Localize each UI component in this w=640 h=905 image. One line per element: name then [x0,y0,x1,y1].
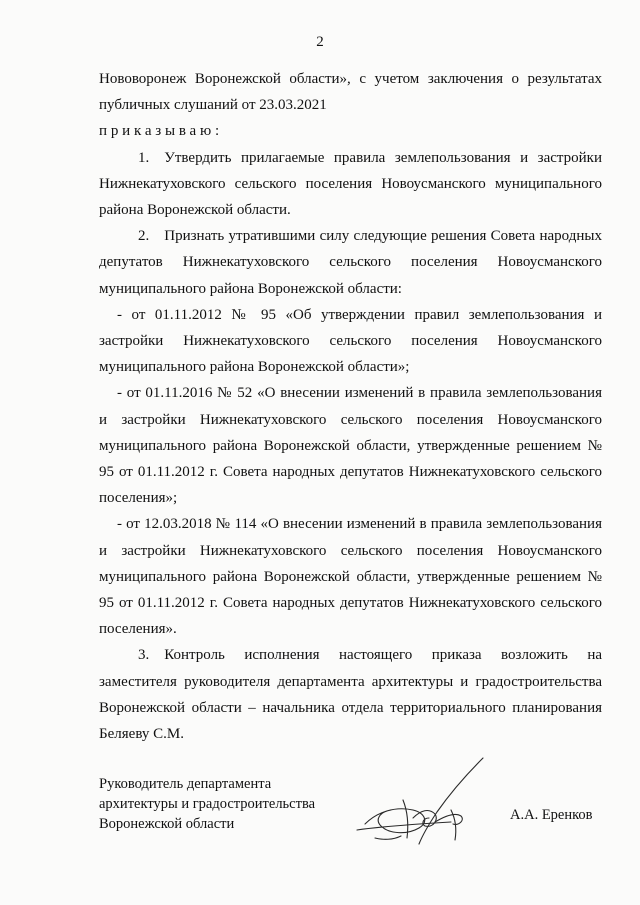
signatory-title [99,774,315,834]
signatory-title-line-1: Руководитель департамента [99,776,272,792]
handwritten-signature [355,752,505,852]
signatory-title-line-3: Воронежской области [99,816,235,832]
decision-2: - от 01.11.2016 № 52 «О внесении изменений в правила землепользования и застройки Нижнекатуховского сельского поселения Новоусманского муниципального района Воронежской области, утвержденные решением № 95 от 01.11.2012 г. Совета народных депутатов Нижнекатуховского сельского поселения»; [99,385,602,507]
page-number: 2 [316,34,324,50]
item-2: 2. Признать утратившими силу следующие решения Совета народных депутатов Нижнекатуховского сельского поселения Новоусманского муниципального района Воронежской области: [99,228,602,297]
item-1: 1. Утвердить прилагаемые правила землепользования и застройки Нижнекатуховского сельского поселения Новоусманского муниципального района Воронежской области. [99,149,602,219]
intro-paragraph: Нововоронеж Воронежской области», с учетом заключения о результатах публичных слушаний от 23.03.2021 [99,71,602,114]
decision-1: - от 01.11.2012 № 95 «Об утверждении правил землепользования и застройки Нижнекатуховского сельского поселения Новоусманского муниципального района Воронежской области»; [99,306,602,376]
document-body [99,66,602,747]
decision-3: - от 12.03.2018 № 114 «О внесении изменений в правила землепользования и застройки Нижнекатуховского сельского поселения Новоусманского муниципального района Воронежской области, утвержденные решением № 95 от 01.11.2012 г. Совета народных депутатов Нижнекатуховского сельского поселения». [99,516,602,638]
signatory-name: А.А. Еренков [510,807,593,823]
order-word: приказываю: [99,123,223,140]
signatory-title-line-2: архитектуры и градостроительства [99,796,316,812]
item-3: 3. Контроль исполнения настоящего приказа возложить на заместителя руководителя департамента архитектуры и градостроительства Воронежской области – начальника отдела территориального планирования Беляеву С.М. [99,647,602,743]
